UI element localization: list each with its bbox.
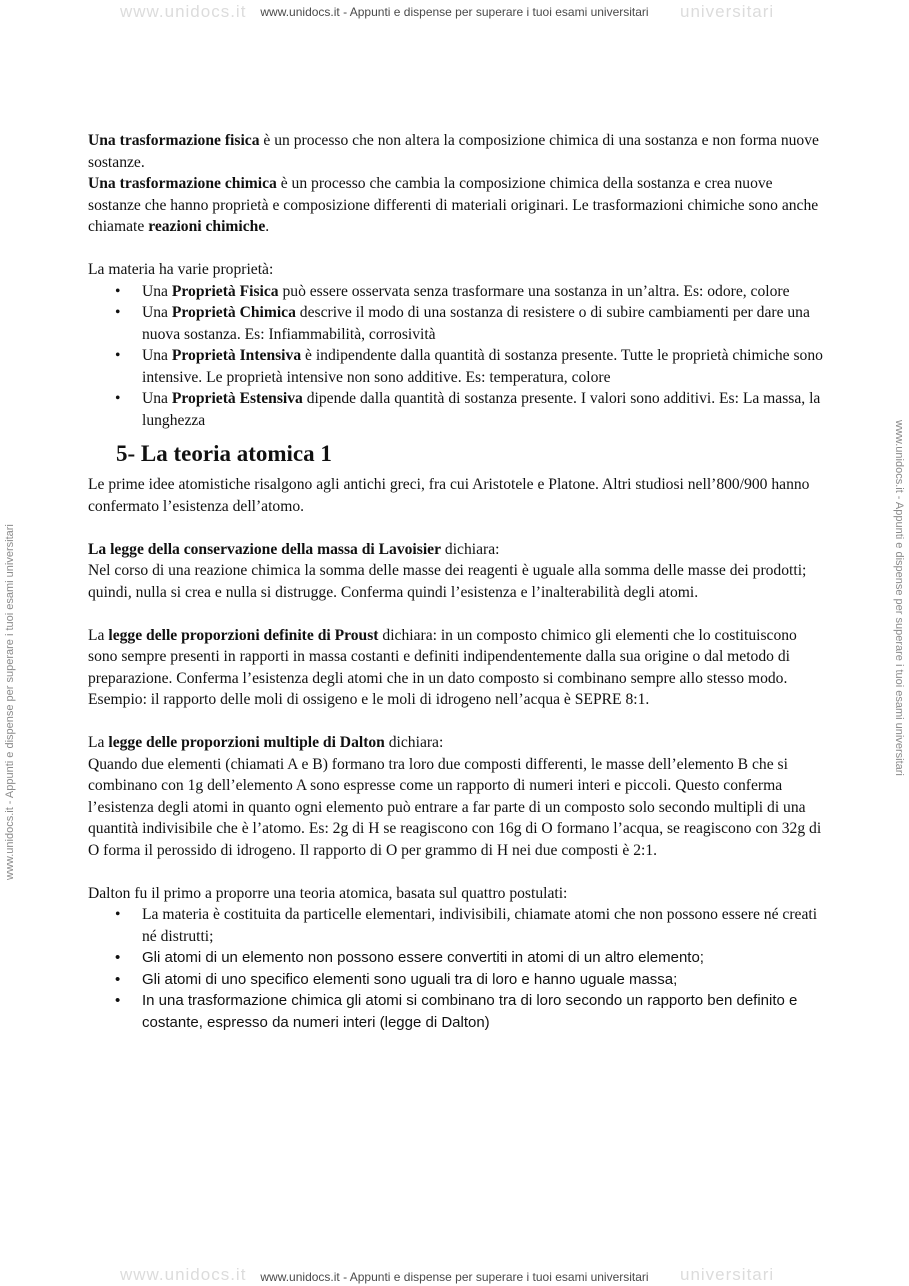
section-intro: Le prime idee atomistiche risalgono agli antichi greci, fra cui Aristotele e Platone. Altri studiosi nell’800/900 hanno confermato l’esistenza dell’atomo. bbox=[88, 476, 810, 515]
list-item: • Una Proprietà Estensiva dipende dalla quantità di sostanza presente. I valori sono additivi. Es: La massa, la lunghezza bbox=[142, 388, 828, 431]
lavoisier-heading: La legge della conservazione della massa di Lavoisier dichiara: bbox=[88, 540, 500, 558]
paragraph-chemical-transformation bbox=[88, 173, 828, 238]
watermark-ghost-left: www.unidocs.it bbox=[120, 2, 247, 21]
list-item: • Una Proprietà Fisica può essere osservata senza trasformare una sostanza in un’altra. Es: odore, colore bbox=[142, 281, 828, 303]
term-chemical-reactions: reazioni chimiche bbox=[148, 218, 266, 235]
text-physical-transformation: è un processo che non altera la composizione chimica di una sostanza e non forma nuove sostanze. bbox=[88, 132, 819, 171]
list-item: • La materia è costituita da particelle elementari, indivisibili, chiamate atomi che non possono essere né creati né distrutti; bbox=[142, 904, 828, 947]
dalton-text: Quando due elementi (chiamati A e B) formano tra loro due composti differenti, le masse dell’elemento B che si combinano con 1g dell’elemento A sono espresse come un rapporto di numeri interi e piccoli. Questo conferma l’esistenza degli atomi in quanto ogni elemento può entrare a far parte di un composto solo secondo multipli di una quantità indivisibile che è l’atomo. Es: 2g di H se reagiscono con 16g di O formano l’acqua, se reagiscono con 32g di O forma il perossido di idrogeno. Il rapporto di O per grammo di H nei due composti è 2:1. bbox=[88, 755, 822, 859]
list-item: • Una Proprietà Intensiva è indipendente dalla quantità di sostanza presente. Tutte le proprietà chimiche sono intensive. Le proprietà intensive non sono additive. Es: temperatura, colore bbox=[142, 345, 828, 388]
watermark-side-left: www.unidocs.it - Appunti e dispense per superare i tuoi esami universitari bbox=[4, 524, 16, 880]
postulates-intro: Dalton fu il primo a proporre una teoria atomica, basata sul quattro postulati: bbox=[88, 884, 568, 902]
properties-intro: La materia ha varie proprietà: bbox=[88, 261, 274, 278]
term-physical-transformation: Una trasformazione fisica bbox=[88, 132, 260, 149]
watermark-footer: www.unidocs.it - Appunti e dispense per superare i tuoi esami universitari bbox=[260, 1270, 649, 1284]
paragraph-physical-transformation bbox=[88, 130, 828, 173]
term-chemical-transformation: Una trasformazione chimica bbox=[88, 175, 277, 192]
properties-list bbox=[88, 281, 828, 432]
watermark-ghost-right-bottom: universitari bbox=[680, 1265, 775, 1284]
section-heading: 5- La teoria atomica 1 bbox=[116, 441, 332, 466]
watermark-header: www.unidocs.it - Appunti e dispense per superare i tuoi esami universitari bbox=[260, 5, 649, 19]
watermark-ghost-right: universitari bbox=[680, 2, 775, 21]
watermark-side-right: www.unidocs.it - Appunti e dispense per superare i tuoi esami universitari bbox=[893, 420, 905, 776]
list-item: • Gli atomi di un elemento non possono essere convertiti in atomi di un altro elemento; bbox=[142, 947, 828, 969]
watermark-ghost-left-bottom: www.unidocs.it bbox=[120, 1265, 247, 1284]
lavoisier-text: Nel corso di una reazione chimica la somma delle masse dei reagenti è uguale alla somma delle masse dei prodotti; quindi, nulla si crea e nulla si distrugge. Conferma quindi l’esistenza e l’inalterabilità degli atomi. bbox=[88, 562, 807, 601]
document-body bbox=[88, 130, 828, 1033]
text-period: . bbox=[265, 218, 270, 235]
list-item: • Gli atomi di uno specifico elementi sono uguali tra di loro e hanno uguale massa; bbox=[142, 969, 828, 991]
list-item: • Una Proprietà Chimica descrive il modo di una sostanza di resistere o di subire cambiamenti per dare una nuova sostanza. Es: Infiammabilità, corrosività bbox=[142, 302, 828, 345]
postulates-list bbox=[88, 904, 828, 1033]
proust-paragraph: La legge delle proporzioni definite di Proust dichiara: in un composto chimico gli elementi che lo costituiscono sono sempre presenti in rapporti in massa costanti e definiti indipendentemente dalla sua origine o dal metodo di preparazione. Conferma l’esistenza degli atomi che in un dato composto si combinano sempre allo stesso modo. Esempio: il rapporto delle moli di ossigeno e le moli di idrogeno nell’acqua è SEPRE 8:1. bbox=[88, 626, 797, 708]
dalton-heading: La legge delle proporzioni multiple di Dalton dichiara: bbox=[88, 734, 444, 751]
list-item: • In una trasformazione chimica gli atomi si combinano tra di loro secondo un rapporto ben definito e costante, espresso da numeri interi (legge di Dalton) bbox=[142, 990, 828, 1033]
text-chemical-transformation: è un processo che cambia la composizione chimica della sostanza e crea nuove sostanze che hanno proprietà e composizione differenti di materiali originari. Le trasformazioni chimiche sono anche chiamate bbox=[88, 175, 819, 235]
